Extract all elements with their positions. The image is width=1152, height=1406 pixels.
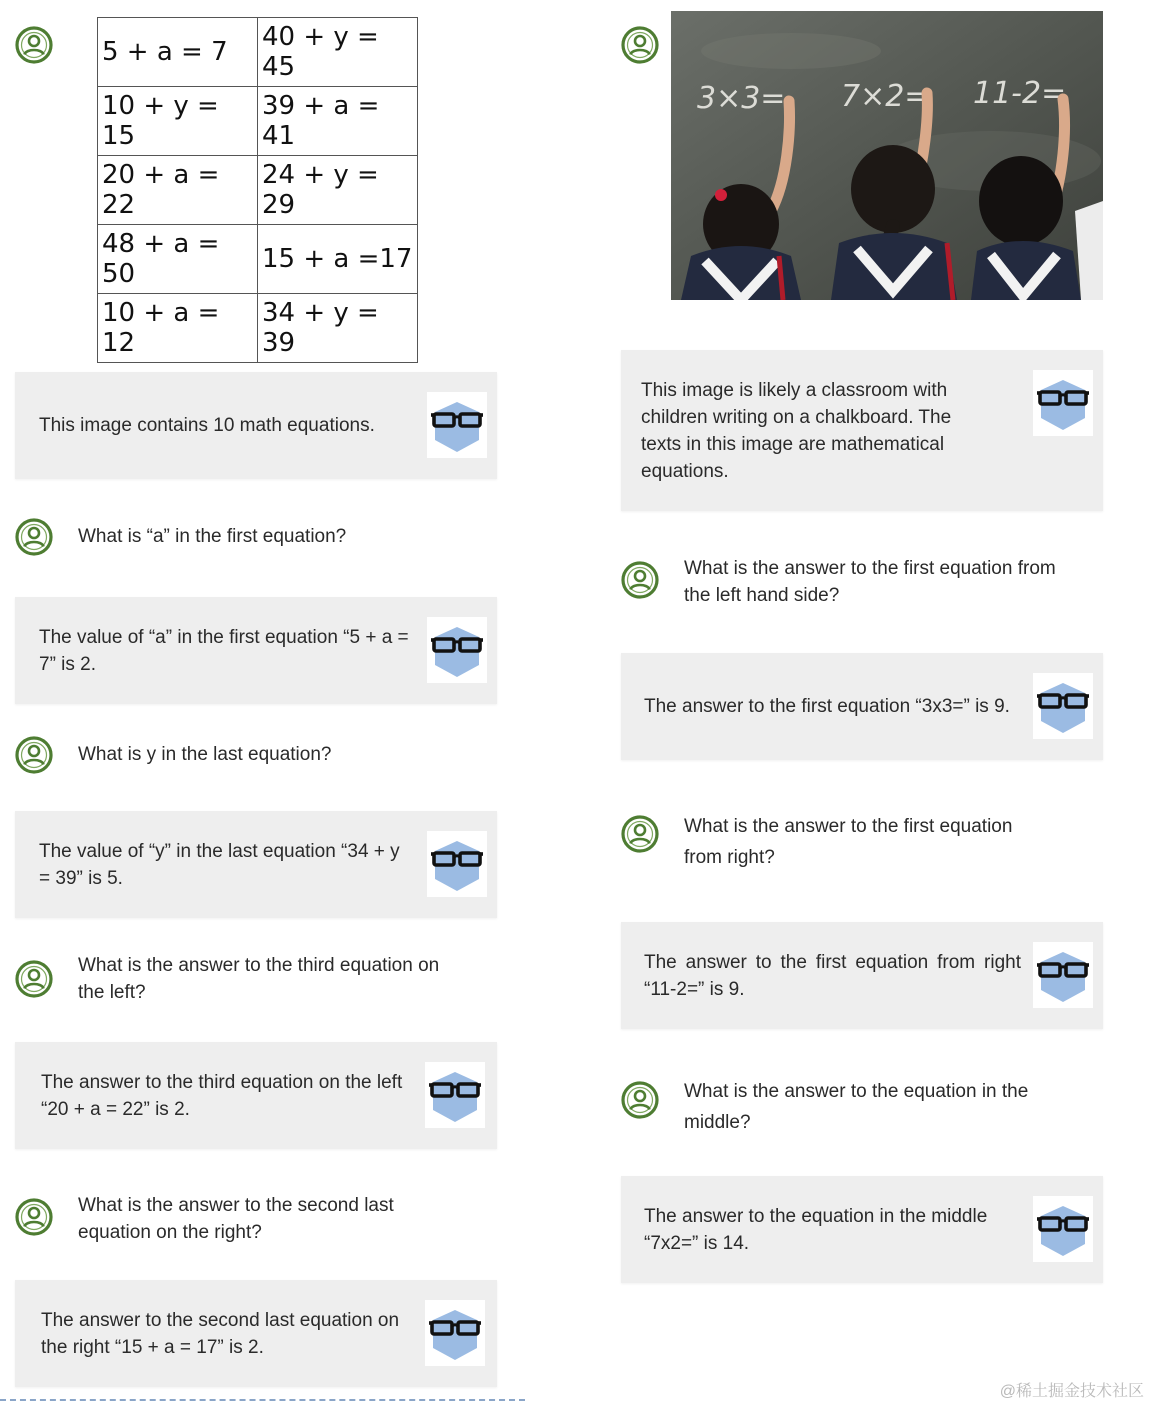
equation-cell: 10 + a = 12 <box>98 294 258 363</box>
answer-bubble <box>621 653 1103 760</box>
equation-cell: 34 + y = 39 <box>258 294 418 363</box>
equation-cell: 24 + y = 29 <box>258 156 418 225</box>
assistant-glasses-icon <box>427 617 487 683</box>
chalkboard-equation-3: 11-2= <box>973 76 1067 111</box>
table-row <box>98 87 418 156</box>
answer-bubble <box>621 1176 1103 1283</box>
assistant-glasses-icon <box>427 831 487 897</box>
equation-table <box>97 17 418 363</box>
equation-cell: 20 + a = 22 <box>98 156 258 225</box>
assistant-glasses-icon <box>425 1062 485 1128</box>
question-text: What is the answer to the equation in the middle? <box>684 1081 1029 1133</box>
table-row <box>98 156 418 225</box>
answer-bubble <box>15 1280 497 1387</box>
classroom-photo <box>671 11 1103 300</box>
answer-text: The answer to the first equation “3x3=” is 9. <box>644 696 1010 717</box>
answer-text: The answer to the second last equation on the right “15 + a = 17” is 2. <box>41 1309 400 1358</box>
assistant-glasses-icon <box>1033 942 1093 1008</box>
equation-cell: 10 + y = 15 <box>98 87 258 156</box>
assistant-glasses-icon <box>427 392 487 458</box>
section-divider <box>0 1399 525 1401</box>
answer-text: The value of “a” in the first equation “5 + a = 7” is 2. <box>39 626 409 675</box>
answer-text: The answer to the first equation from right “11-2=” is 9. <box>644 951 1021 1000</box>
assistant-glasses-icon <box>1033 1196 1093 1262</box>
answer-bubble <box>621 922 1103 1029</box>
table-row <box>98 294 418 363</box>
question-text: What is the answer to the third equation on the left? <box>78 955 440 1003</box>
question-text: What is y in the last equation? <box>78 744 332 765</box>
equation-cell: 5 + a = 7 <box>98 18 258 87</box>
answer-bubble <box>15 811 497 918</box>
user-avatar-icon <box>14 735 54 775</box>
answer-text: The answer to the equation in the middle “7x2=” is 14. <box>644 1205 988 1254</box>
question-text: What is the answer to the first equation from the left hand side? <box>684 558 1056 606</box>
user-avatar-icon <box>620 814 660 854</box>
table-row <box>98 18 418 87</box>
question-text: What is the answer to the first equation from right? <box>684 816 1013 868</box>
question-text: What is “a” in the first equation? <box>78 526 347 547</box>
equation-cell: 48 + a = 50 <box>98 225 258 294</box>
user-avatar-icon <box>620 1080 660 1120</box>
user-avatar-icon <box>14 1197 54 1237</box>
equation-cell: 39 + a = 41 <box>258 87 418 156</box>
assistant-glasses-icon <box>1033 370 1093 436</box>
chalkboard-equation-2: 7×2= <box>841 79 930 114</box>
equation-cell: 15 + a =17 <box>258 225 418 294</box>
user-avatar-icon <box>620 25 660 65</box>
equation-cell: 40 + y = 45 <box>258 18 418 87</box>
answer-bubble <box>15 597 497 704</box>
answer-bubble <box>621 350 1103 511</box>
table-row <box>98 225 418 294</box>
assistant-glasses-icon <box>1033 673 1093 739</box>
user-avatar-icon <box>14 25 54 65</box>
assistant-glasses-icon <box>425 1300 485 1366</box>
answer-text: The value of “y” in the last equation “34 + y = 39” is 5. <box>39 840 400 889</box>
user-avatar-icon <box>14 959 54 999</box>
question-text: What is the answer to the second last equation on the right? <box>78 1195 394 1243</box>
answer-text: The answer to the third equation on the left “20 + a = 22” is 2. <box>41 1071 403 1120</box>
answer-text: This image is likely a classroom with children writing on a chalkboard. The texts in this image are mathematical equations. <box>641 379 952 482</box>
watermark: @稀土掘金技术社区 <box>999 1383 1144 1400</box>
answer-bubble <box>15 372 497 479</box>
answer-text: This image contains 10 math equations. <box>39 415 375 436</box>
chalkboard-equation-1: 3×3= <box>697 81 786 116</box>
user-avatar-icon <box>620 560 660 600</box>
user-avatar-icon <box>14 517 54 557</box>
answer-bubble <box>15 1042 497 1149</box>
